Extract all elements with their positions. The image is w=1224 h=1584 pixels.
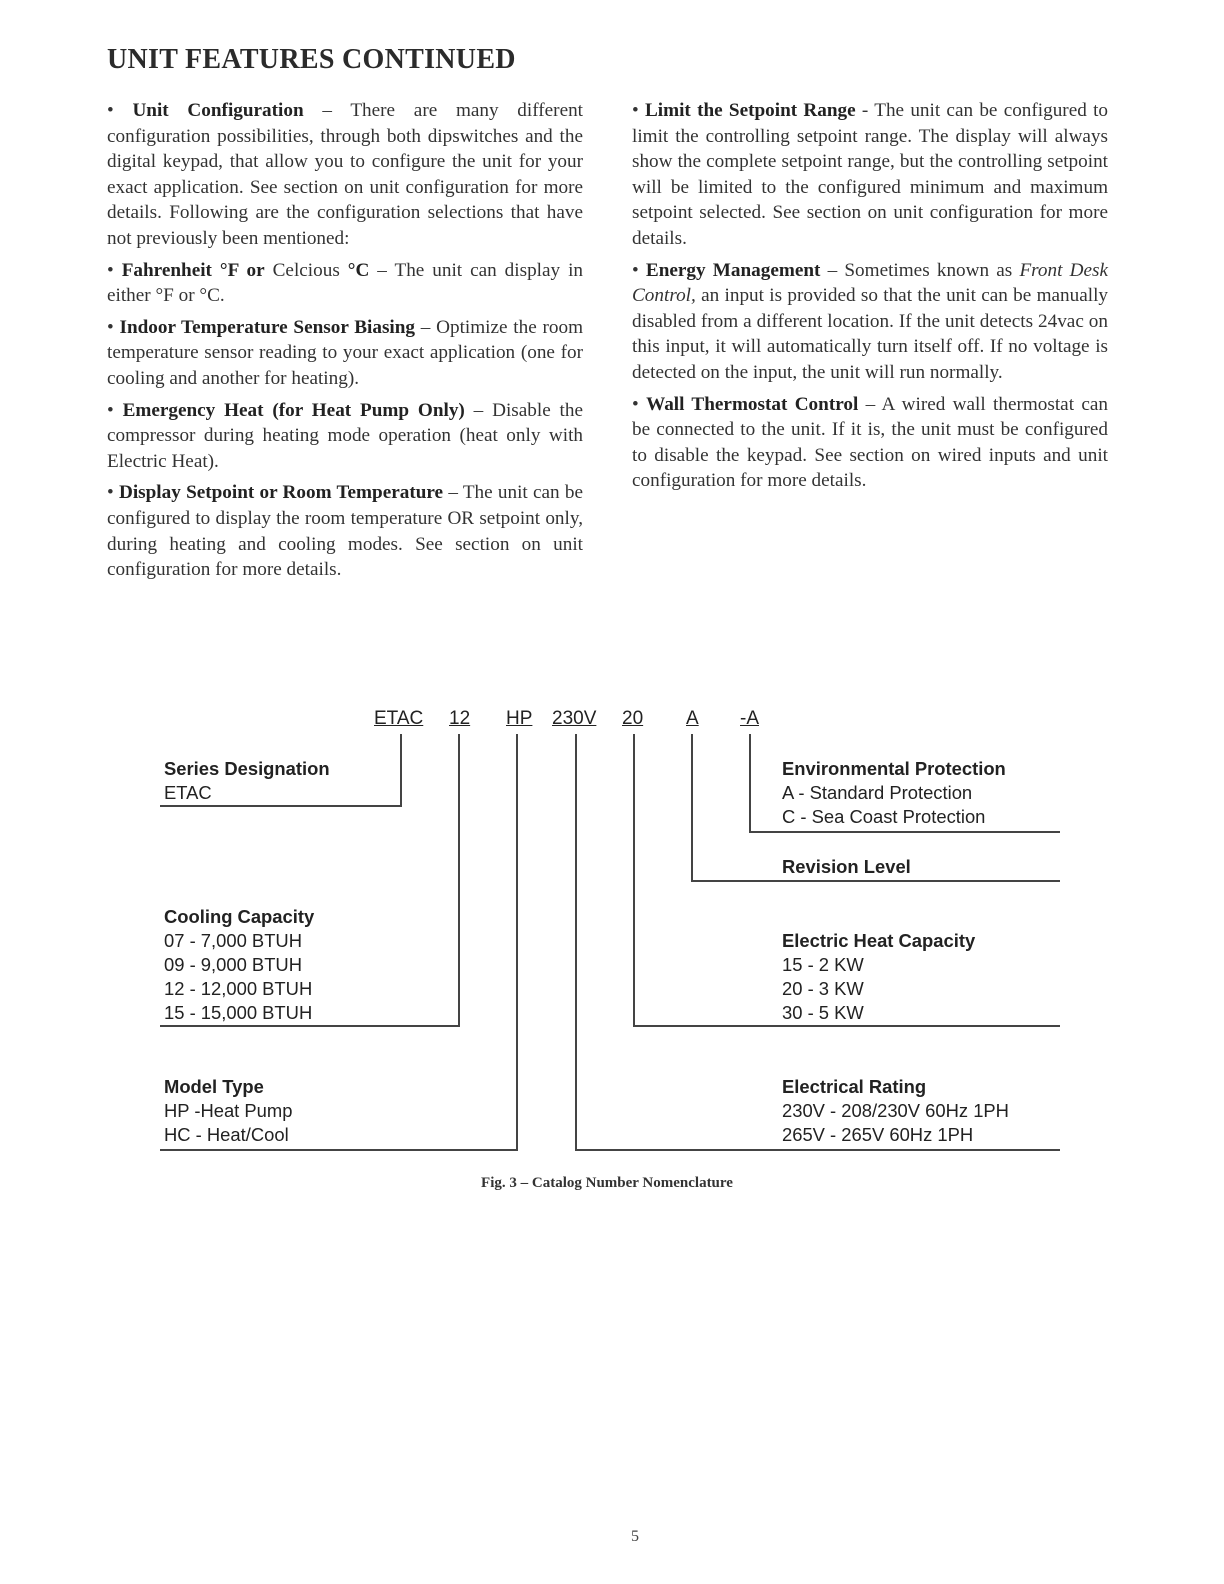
electric-heat-capacity-label	[782, 929, 975, 1025]
env-value: C - Sea Coast Protection	[782, 806, 986, 827]
code-model: HP	[506, 708, 533, 729]
right-column	[632, 98, 1108, 500]
lead: Emergency Heat (for Heat Pump Only)	[122, 399, 465, 421]
env-heading: Environmental Protection	[782, 758, 1006, 779]
cooling-value: 07 - 7,000 BTUH	[164, 930, 302, 951]
connector-electrical	[575, 734, 577, 1150]
model-value: HP -Heat Pump	[164, 1100, 293, 1121]
connector-heat	[633, 734, 635, 1026]
body: – A wired wall thermostat can be connected to the unit. If it is, the unit must be configured to disable the keypad. See section on wired inputs and unit configuration for more details.	[632, 393, 1108, 492]
lead: Unit Configuration	[132, 100, 304, 121]
body: - The unit can be configured to limit the controlling setpoint range. The display will always show the complete setpoint range, but the controlling setpoint will be limited to the configured minimum and maximum setpoint selected. See section on unit configuration for more details.	[632, 100, 1109, 249]
lead: Fahrenheit °F or	[121, 259, 265, 281]
energy-management-paragraph: • Energy Management – Sometimes known as Front Desk Control, an input is provided so that the unit can be manually disabled from a different location. If the unit detects 24vac on this input, it will automatically turn itself off. If no voltage is detected on the input, the unit will run normally.	[632, 259, 1108, 383]
display-setpoint-paragraph: • Display Setpoint or Room Temperature – The unit can be configured to display the room temperature OR setpoint only, during heating and cooling modes. See section on unit configuration for more details.	[107, 482, 583, 581]
underline-series	[160, 805, 402, 807]
cooling-heading: Cooling Capacity	[164, 906, 315, 927]
electrical-value: 230V - 208/230V 60Hz 1PH	[782, 1100, 1009, 1121]
lead: Limit the Setpoint Range	[644, 100, 856, 121]
electrical-heading: Electrical Rating	[782, 1076, 927, 1097]
unit-configuration-paragraph: • Unit Configuration – There are many different configuration possibilities, through both dipswitches and the digital keypad, that allow you to configure the unit for your exact application. See section on unit configuration for more details. Following are the configuration selections that have not previously been mentioned:	[107, 100, 584, 249]
environmental-protection-label	[782, 757, 1006, 829]
revision-level-label	[782, 855, 911, 879]
underline-environment	[749, 831, 1060, 833]
emergency-heat-paragraph: • Emergency Heat (for Heat Pump Only) – Disable the compressor during heating mode operation (heat only with Electric Heat).	[107, 399, 583, 472]
heat-value: 15 - 2 KW	[782, 954, 864, 975]
fahrenheit-paragraph: • Fahrenheit °F or Celcious °C – The unit can display in either °F or °C.	[107, 259, 584, 307]
connector-cooling	[458, 734, 460, 1026]
model-value: HC - Heat/Cool	[164, 1124, 289, 1145]
lead: Display Setpoint or Room Temperature	[118, 482, 444, 504]
lead: Wall Thermostat Control	[646, 393, 859, 415]
electrical-rating-label	[782, 1075, 1009, 1147]
underline-cooling	[160, 1025, 460, 1027]
cooling-value: 15 - 15,000 BTUH	[164, 1002, 313, 1023]
electrical-value: 265V - 265V 60Hz 1PH	[782, 1124, 974, 1145]
cooling-value: 12 - 12,000 BTUH	[164, 978, 313, 999]
cooling-capacity-label	[164, 905, 314, 1025]
underline-heat	[633, 1025, 1060, 1027]
page-title: UNIT FEATURES CONTINUED	[107, 44, 516, 75]
italic-term: Front Desk Control,	[632, 259, 1108, 307]
lead: Energy Management	[645, 259, 821, 281]
body: – Optimize the room temperature sensor reading to your exact application (one for cooling and another for heating).	[107, 316, 583, 389]
heat-value: 30 - 5 KW	[782, 1002, 864, 1023]
indoor-sensor-paragraph: • Indoor Temperature Sensor Biasing – Optimize the room temperature sensor reading to your exact application (one for cooling and another for heating).	[107, 316, 583, 389]
connector-environment	[749, 734, 751, 832]
connector-model	[516, 734, 518, 1150]
code-electrical: 230V	[552, 708, 597, 729]
underline-revision	[691, 880, 1060, 882]
left-column	[107, 98, 583, 589]
series-value: ETAC	[164, 782, 212, 803]
heat-value: 20 - 3 KW	[782, 978, 864, 999]
model-heading: Model Type	[164, 1076, 264, 1097]
body2: – The unit can display in either °F or °C.	[107, 259, 584, 307]
code-cooling: 12	[449, 708, 471, 729]
wall-thermostat-paragraph: • Wall Thermostat Control – A wired wall thermostat can be connected to the unit. If it is, the unit must be configured to disable the keypad. See section on wired inputs and unit configuration for more details.	[632, 393, 1108, 492]
figure-caption: Fig. 3 – Catalog Number Nomenclature	[481, 1175, 733, 1191]
body: – Disable the compressor during heating mode operation (heat only with Electric Heat).	[107, 399, 583, 472]
body: – Sometimes known as	[820, 259, 1020, 281]
revision-heading: Revision Level	[782, 856, 911, 877]
heat-heading: Electric Heat Capacity	[782, 930, 976, 951]
env-value: A - Standard Protection	[782, 782, 973, 803]
body: – The unit can be configured to display the room temperature OR setpoint only, during heating and cooling modes. See section on unit configuration for more details.	[107, 482, 583, 581]
underline-model	[160, 1149, 518, 1151]
code-environment: -A	[740, 708, 759, 729]
model-type-label	[164, 1075, 292, 1147]
series-heading: Series Designation	[164, 758, 330, 779]
body2: an input is provided so that the unit can be manually disabled from a different location. If the unit detects 24vac on this input, it will automatically turn itself off. If no voltage is detected on the input, the unit will run normally.	[632, 285, 1108, 383]
lead2: °C	[347, 259, 370, 281]
limit-setpoint-paragraph: • Limit the Setpoint Range - The unit can be configured to limit the controlling setpoint range. The display will always show the complete setpoint range, but the controlling setpoint will be limited to the configured minimum and maximum setpoint selected. See section on unit configuration for more details.	[632, 100, 1109, 249]
code-revision: A	[686, 708, 699, 729]
lead: Indoor Temperature Sensor Biasing	[119, 316, 416, 338]
connector-series	[400, 734, 402, 806]
code-heat: 20	[622, 708, 644, 729]
code-series: ETAC	[374, 708, 424, 729]
page-number: 5	[631, 1528, 639, 1545]
body: Celcious	[264, 259, 348, 281]
series-designation-label	[164, 757, 330, 805]
body: – There are many different configuration possibilities, through both dipswitches and the digital keypad, that allow you to configure the unit for your exact application. See section on unit configuration for more details. Following are the configuration selections that have not previously been mentioned:	[107, 100, 584, 249]
cooling-value: 09 - 9,000 BTUH	[164, 954, 302, 975]
underline-electrical	[575, 1149, 1060, 1151]
connector-revision	[691, 734, 693, 881]
